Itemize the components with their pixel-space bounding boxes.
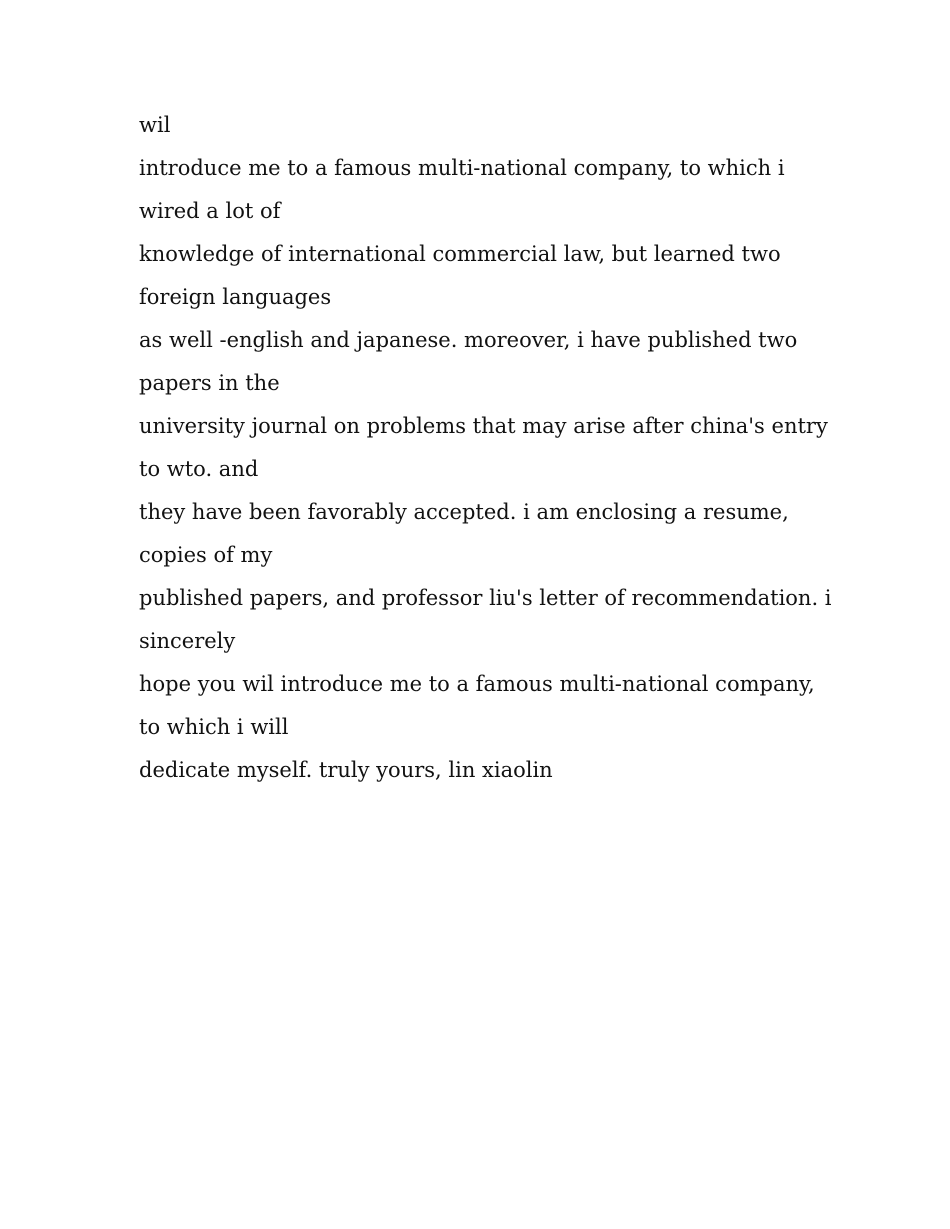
text-line: to wto. and [139,457,259,481]
text-line: papers in the [139,371,280,395]
letter-body [139,104,832,792]
text-line: university journal on problems that may arise after china's entry [139,414,828,438]
text-line: they have been favorably accepted. i am enclosing a resume, [139,500,789,524]
text-line: dedicate myself. truly yours, lin xiaolin [139,758,553,782]
text-line: knowledge of international commercial law, but learned two [139,242,781,266]
text-line: sincerely [139,629,236,653]
text-line: hope you wil introduce me to a famous multi-national company, [139,672,815,696]
text-line: introduce me to a famous multi-national company, to which i [139,156,785,180]
text-line: foreign languages [139,285,332,309]
text-line: wil [139,113,171,137]
text-line: to which i will [139,715,289,739]
text-line: wired a lot of [139,199,281,223]
text-line: copies of my [139,543,273,567]
text-line: as well -english and japanese. moreover, i have published two [139,328,798,352]
text-line: published papers, and professor liu's letter of recommendation. i [139,586,832,610]
